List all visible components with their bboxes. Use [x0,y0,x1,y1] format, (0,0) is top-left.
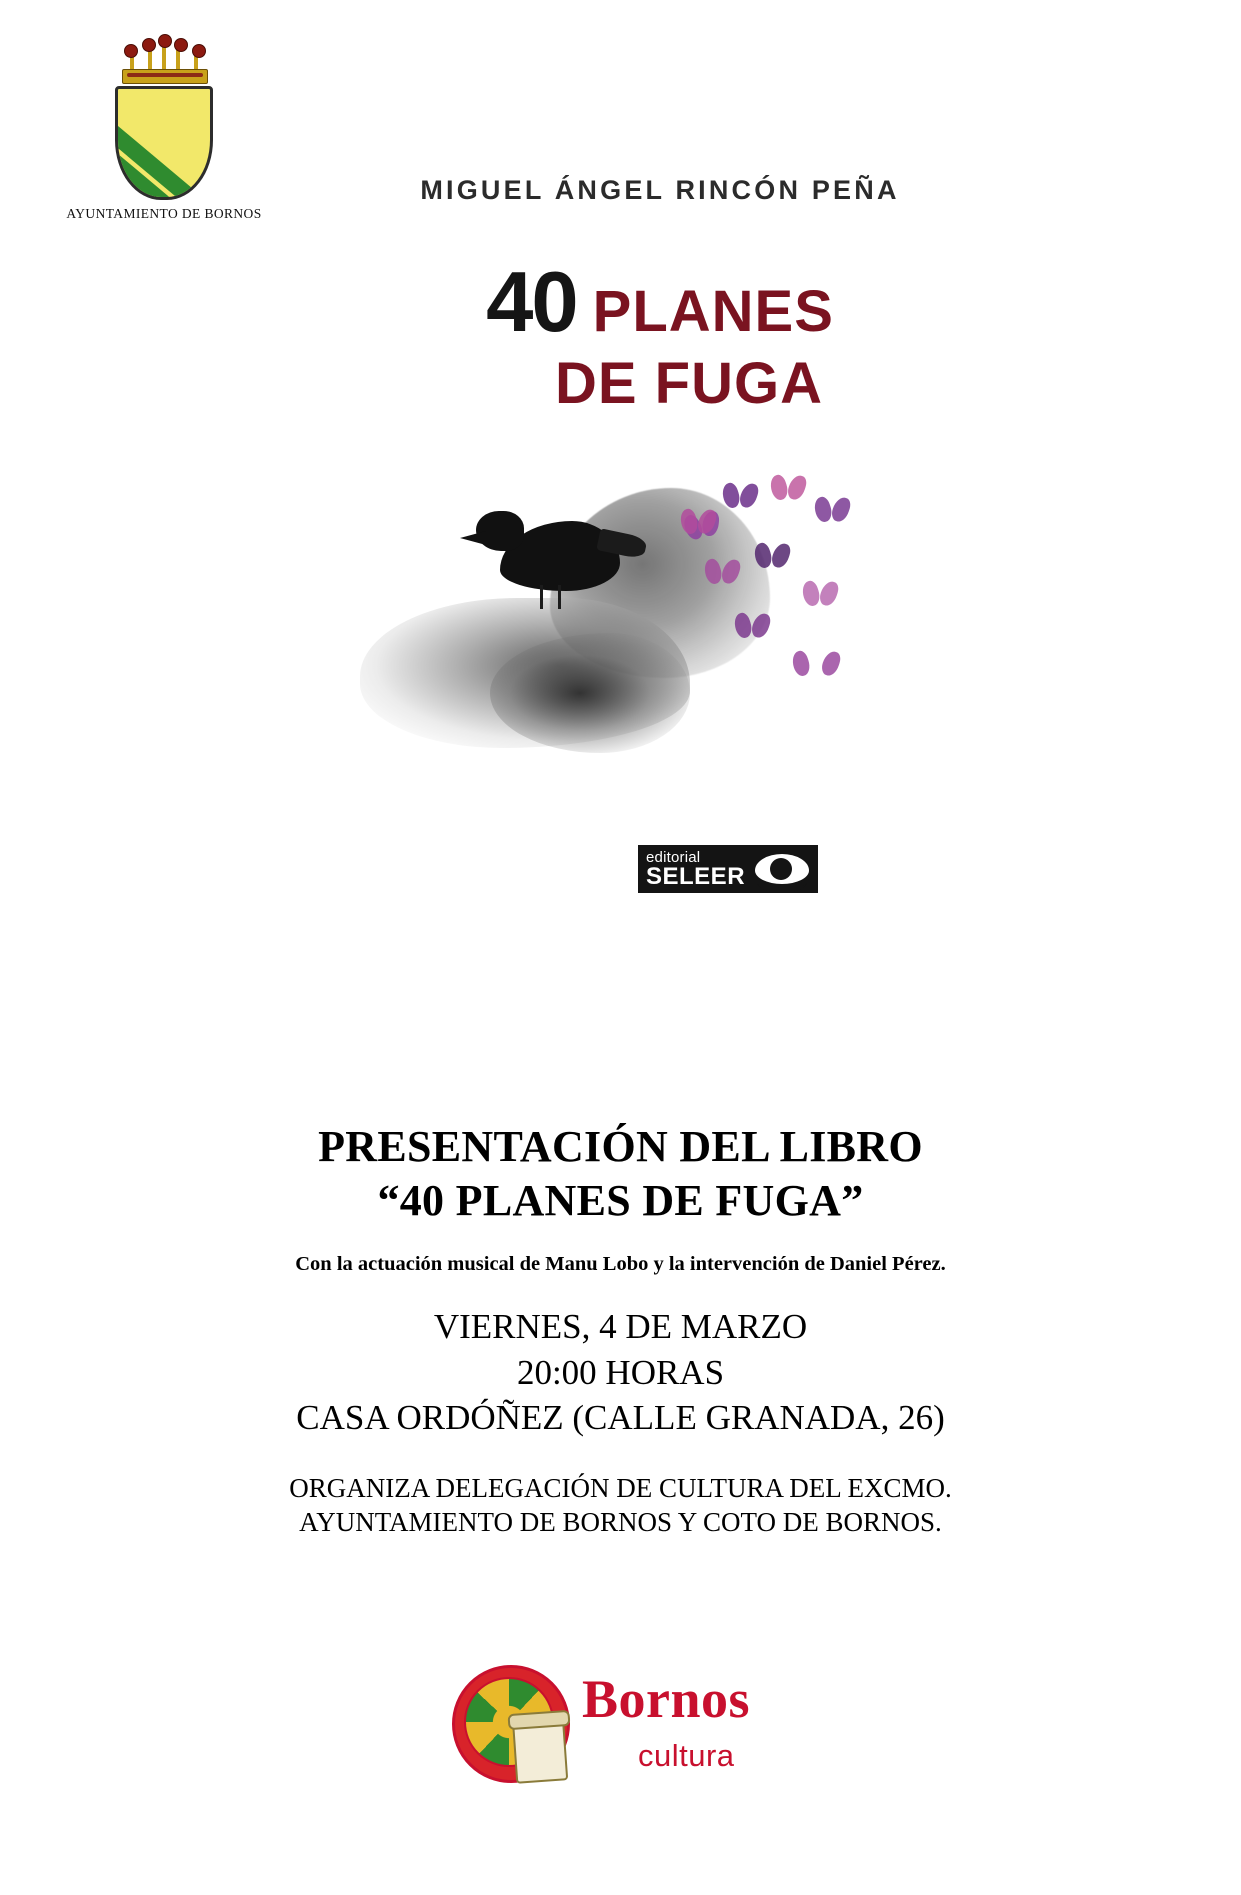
butterflies-icon-group [675,473,975,743]
event-date: VIERNES, 4 DE MARZO [433,1307,808,1347]
cover-illustration [320,483,1000,783]
event-details [0,1120,1241,1540]
event-time: 20:00 HORAS [516,1352,725,1392]
butterfly-icon [681,509,715,535]
butterfly-icon [793,651,839,687]
butterfly-icon [803,581,837,607]
bornos-cultura-logo [452,1660,792,1810]
event-organizer [0,1471,1241,1540]
coat-of-arms-icon [104,40,224,200]
butterfly-icon [771,475,805,501]
publisher-name-bottom: SELEER [646,862,746,890]
scroll-icon [512,1714,568,1783]
book-title [320,255,1000,416]
town-hall-crest-block [34,40,294,222]
event-headline-line2: “40 PLANES DE FUGA” [377,1175,864,1225]
publisher-logo [638,845,818,893]
butterfly-icon [755,543,789,569]
event-when-where [0,1304,1241,1441]
book-cover [320,175,1000,915]
book-title-line2: DE FUGA [555,351,823,416]
butterfly-icon [815,497,849,523]
butterfly-icon [723,483,757,509]
shield-icon [115,86,213,200]
crow-icon [470,503,640,623]
butterfly-icon [705,559,739,585]
event-headline-line1: PRESENTACIÓN DEL LIBRO [318,1122,923,1171]
book-title-word1: PLANES [592,279,834,344]
bornos-brand-text: Bornos [582,1669,751,1729]
book-title-number: 40 [486,255,577,350]
book-author: MIGUEL ÁNGEL RINCÓN PEÑA [420,175,900,205]
crest-caption: AYUNTAMIENTO DE BORNOS [66,206,262,221]
event-headline [0,1120,1241,1227]
cultura-subtext: cultura [638,1738,735,1773]
event-venue: CASA ORDÓÑEZ (CALLE GRANADA, 26) [296,1398,945,1438]
event-organizer-line2: AYUNTAMIENTO DE BORNOS Y COTO DE BORNOS. [299,1507,942,1538]
eye-icon [755,854,809,884]
publisher-name-top: editorial [646,848,701,866]
butterfly-icon [735,613,769,639]
crown-icon [116,40,212,84]
event-organizer-line1: ORGANIZA DELEGACIÓN DE CULTURA DEL EXCMO. [289,1472,952,1503]
event-subline: Con la actuación musical de Manu Lobo y la intervención de Daniel Pérez. [295,1253,946,1276]
